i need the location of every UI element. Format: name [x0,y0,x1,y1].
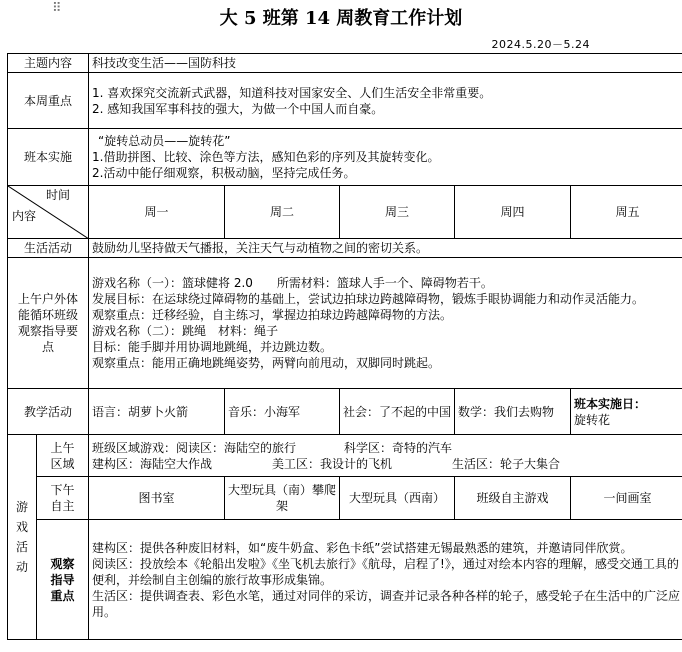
teaching-wed: 社会：了不起的中国 [340,389,455,435]
focus-label: 本周重点 [8,73,89,129]
content-label: 内容 [12,209,37,223]
teaching-thu: 数学：我们去购物 [455,389,571,435]
teaching-tue: 音乐：小海军 [225,389,340,435]
page-title: 大 5 班第 14 周教育工作计划 [219,8,463,29]
teaching-row [8,389,682,435]
outdoor-line: 观察重点：能用正确地跳绳姿势，两臂向前甩动，双脚同时跳起。 [92,356,441,370]
outdoor-line: 游戏名称（二）：跳绳 材料：绳子 [92,324,279,338]
diagonal-header-cell [8,186,89,239]
theme-value: 科技改变生活——国防科技 [89,54,682,73]
class-impl-item: 1.借助拼图、比较、涂色等方法，感知色彩的序列及其旋转变化。 [92,150,440,164]
teaching-fri-value: 旋转花 [574,412,611,427]
teaching-fri [571,389,682,435]
date-range: 2024.5.20－5.24 [491,38,590,51]
teaching-label: 教学活动 [8,389,89,435]
game-pm-mon: 图书室 [89,477,225,520]
life-value: 鼓励幼儿坚持做天气播报，关注天气与动植物之间的密切关系。 [89,239,682,258]
outdoor-line: 发展目标：在运球绕过障碍物的基础上，尝试边拍球边跨越障碍物，锻炼手眼协调能力和动作灵活能力。 [92,292,645,306]
game-am-label: 上午区域 [37,435,89,477]
day-header-mon: 周一 [89,186,225,239]
game-obs-line: 阅读区：投放绘本《轮船出发啦》《坐飞机去旅行》《航母，启程了!》，通过对绘本内容的理解，感受交通工具的便利，并绘制自主创编的旅行故事形成集锦。 [92,556,679,587]
life-row [8,239,682,258]
life-label: 生活活动 [8,239,89,258]
day-header-fri: 周五 [571,186,682,239]
game-obs-content [89,520,682,640]
focus-row [8,73,682,129]
game-obs-line: 建构区：提供各种废旧材料，如“废牛奶盒、彩色卡纸”尝试搭建无锡最熟悉的建筑，并邀请同伴欣赏。 [92,540,633,555]
outdoor-row [8,258,682,389]
header-row [8,186,682,239]
theme-row [8,54,682,73]
outdoor-line: 游戏名称（一）：篮球健将 2.0 所需材料：篮球人手一个、障碍物若干。 [92,276,493,290]
game-pm-label: 下午自主 [37,477,89,520]
game-label: 游戏活动 [8,435,37,640]
game-pm-wed: 大型玩具（西南） [340,477,455,520]
outdoor-label: 上午户外体能循环班级观察指导要点 [8,258,89,389]
game-pm-fri: 一间画室 [571,477,682,520]
game-am-row [8,435,682,477]
game-am-content [89,435,682,477]
class-impl-row [8,129,682,186]
plan-table [7,53,682,640]
day-header-wed: 周三 [340,186,455,239]
teaching-mon: 语言：胡萝卜火箭 [89,389,225,435]
game-obs-row [8,520,682,640]
class-impl-content [89,129,682,186]
class-impl-item: 2.活动中能仔细观察，积极动脑，坚持完成任务。 [92,166,356,180]
game-obs-label: 观察指导重点 [37,520,89,640]
game-pm-thu: 班级自主游戏 [455,477,571,520]
class-impl-topic: “旋转总动员——旋转花” [98,134,231,148]
day-header-thu: 周四 [455,186,571,239]
focus-content [89,73,682,129]
time-label: 时间 [46,188,71,202]
outdoor-line: 目标：能手脚并用协调地跳绳，并边跳边数。 [92,340,333,354]
focus-item: 2. 感知我国军事科技的强大，为做一个中国人而自豪。 [92,101,384,116]
game-obs-line: 生活区：提供调查表、彩色水笔，通过对同伴的采访，调查并记录各种各样的轮子，感受轮子在生活中的广泛应用。 [92,588,681,619]
game-am-line: 建构区：海陆空大作战 美工区：我设计的飞机 生活区：轮子大集合 [92,456,561,471]
game-pm-tue: 大型玩具（南）攀爬架 [225,477,340,520]
outdoor-content [89,258,682,389]
class-impl-label: 班本实施 [8,129,89,186]
outdoor-line: 观察重点：迁移经验，自主练习，掌握边拍球边跨越障碍物的方法。 [92,308,453,322]
drag-handle-icon[interactable]: ⠿ [52,1,61,16]
day-header-tue: 周二 [225,186,340,239]
game-am-line: 班级区域游戏：阅读区：海陆空的旅行 科学区：奇特的汽车 [92,440,453,455]
game-pm-row [8,477,682,520]
theme-label: 主题内容 [8,54,89,73]
teaching-fri-title: 班本实施日： [574,396,647,411]
focus-item: 1. 喜欢探究交流新式武器，知道科技对国家安全、人们生活安全非常重要。 [92,85,492,100]
